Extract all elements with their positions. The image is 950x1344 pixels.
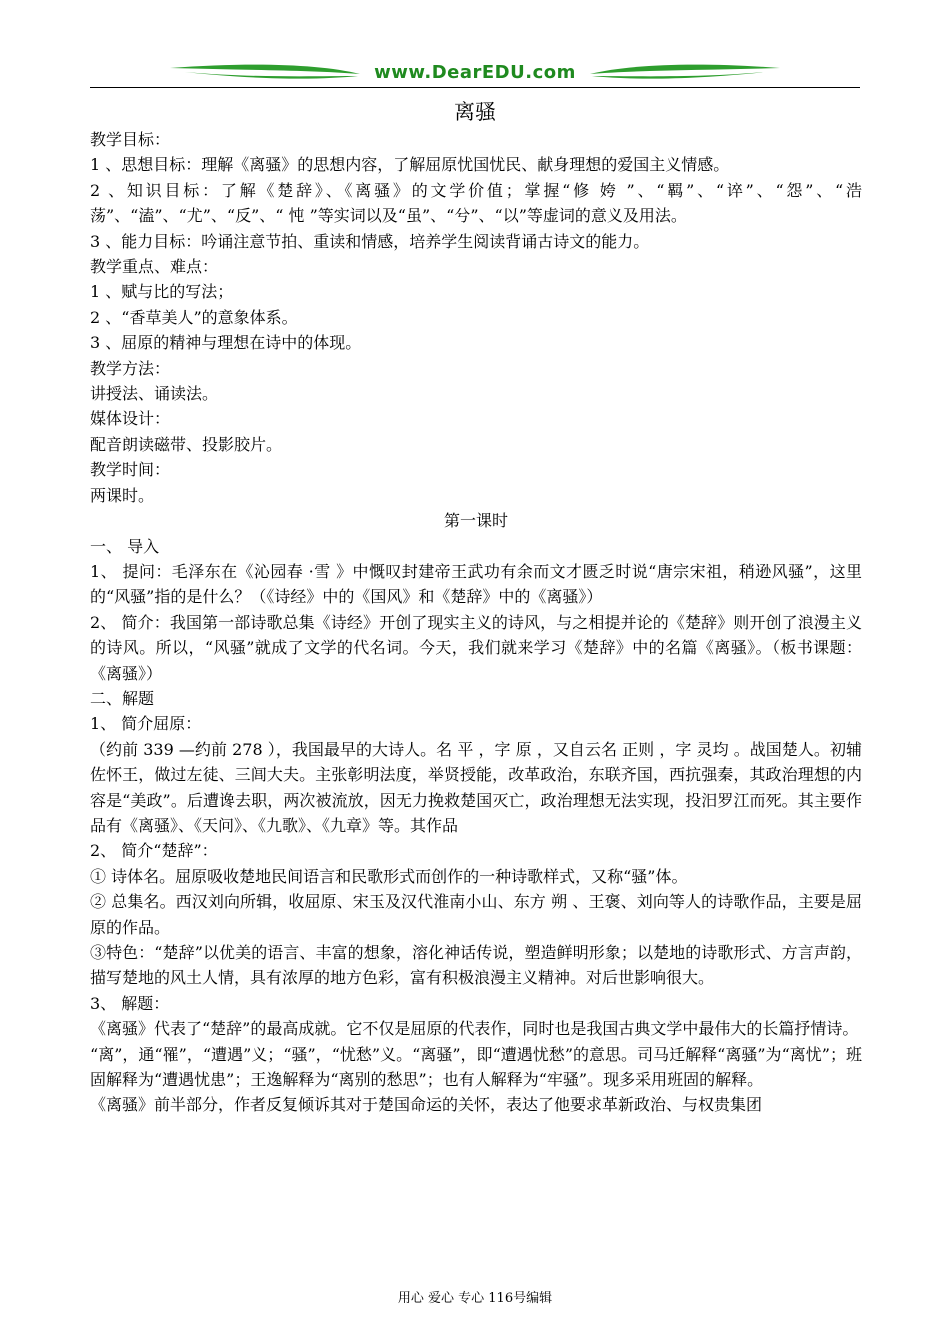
- paragraph: 3 、能力目标：吟诵注意节拍、重读和情感，培养学生阅读背诵古诗文的能力。: [90, 231, 650, 251]
- paragraph: 1、 简介屈原：: [90, 714, 202, 734]
- paragraph: 《离骚》代表了“楚辞”的最高成就。它不仅是屈原的代表作，同时也是我国古典文学中最伟大的长篇抒情诗。: [90, 1019, 859, 1039]
- paragraph: （约前 339 —约前 278 ），我国最早的大诗人。名 平 ，字 原 ，又自云名 正则 ，字 灵均 。战国楚人。初辅佐怀王，做过左徒、三闾大夫。主张彰明法度，举贤授能，改革政治，东联齐国，西抗强秦，其政治理想的内容是“美政”。后遭谗去职，两次被流放，因无力挽救楚国灭亡，政治理想无法实现，投汨罗江而死。其主要作品有《离骚》、《天问》、《九歌》、《九章》等。其作品: [90, 739, 862, 835]
- paragraph: 二、解题: [90, 688, 155, 708]
- paragraph: 一、 导入: [90, 536, 160, 556]
- paragraph: 2 、“香草美人”的意象体系。: [90, 307, 298, 327]
- paragraph: ② 总集名。西汉刘向所辑，收屈原、宋玉及汉代淮南小山、东方 朔 、王褒、刘向等人的诗歌作品，主要是屈原的作品。: [90, 892, 862, 937]
- paragraph: 1 、思想目标：理解《离骚》的思想内容，了解屈原忧国忧民、献身理想的爱国主义情感。: [90, 155, 730, 175]
- paragraph: 1、 提问：毛泽东在《沁园春 ·雪 》中慨叹封建帝王武功有余而文才匮乏时说“唐宗宋祖，稍逊风骚”，这里的“风骚”指的是什么？（《诗经》中的《国风》和《楚辞》中的《离骚》）: [90, 561, 862, 607]
- header-divider: [90, 87, 860, 88]
- paragraph: 教学时间：: [90, 460, 171, 480]
- paragraph: 教学方法：: [90, 358, 171, 378]
- paragraph: ③特色：“楚辞”以优美的语言、丰富的想象，溶化神话传说，塑造鲜明形象；以楚地的诗歌形式、方言声韵，描写楚地的风土人情，具有浓厚的地方色彩，富有积极浪漫主义精神。对后世影响很大。: [90, 943, 862, 988]
- document-title: 离骚: [454, 100, 496, 124]
- site-logo: www.DearEDU.com: [374, 62, 576, 83]
- paragraph: 3 、屈原的精神与理想在诗中的体现。: [90, 333, 362, 353]
- paragraph: 2 、知识目标：了解《楚辞》、《离骚》的文学价值；掌握“修 姱 ”、“羁”、“谇”、“怨”、“浩荡”、“溘”、“尤”、“反”、“ 忳 ”等实词以及“虽”、“兮”、“以”等虚词的意义及用法。: [90, 180, 862, 226]
- paragraph: 媒体设计：: [90, 409, 171, 429]
- paragraph: 教学重点、难点：: [90, 257, 219, 277]
- paragraph: 第一课时: [443, 511, 508, 531]
- document-body: [90, 127, 862, 1118]
- paragraph: 教学目标：: [90, 130, 171, 149]
- page-footer: 用心 爱心 专心 116号编辑: [397, 1291, 553, 1306]
- paragraph: 2、 简介：我国第一部诗歌总集《诗经》开创了现实主义的诗风，与之相提并论的《楚辞》则开创了浪漫主义的诗风。所以，“风骚”就成了文学的代名词。今天，我们就来学习《楚辞》中的名篇《离骚》。（板书课题：《离骚》）: [90, 612, 862, 683]
- paragraph: 两课时。: [90, 485, 155, 505]
- paragraph: 配音朗读磁带、投影胶片。: [90, 434, 283, 454]
- paragraph: 1 、赋与比的写法；: [90, 282, 234, 302]
- paragraph: 2、 简介“楚辞”：: [90, 841, 218, 861]
- paragraph: 《离骚》前半部分，作者反复倾诉其对于楚国命运的关怀，表达了他要求革新政治、与权贵集团: [90, 1095, 763, 1115]
- paragraph: 讲授法、诵读法。: [90, 384, 219, 404]
- paragraph: ① 诗体名。屈原吸收楚地民间语言和民歌形式而创作的一种诗歌样式，又称“骚”体。: [90, 866, 688, 886]
- paragraph: “离”，通“罹”，“遭遇”义；“骚”，“忧愁”义。“离骚”，即“遭遇忧愁”的意思。司马迁解释“离骚”为“离忧”；班固解释为“遭遇忧患”；王逸解释为“离别的愁思”；也有人解释为“牢骚”。现多采用班固的解释。: [90, 1044, 862, 1090]
- paragraph: 3、 解题：: [90, 993, 170, 1013]
